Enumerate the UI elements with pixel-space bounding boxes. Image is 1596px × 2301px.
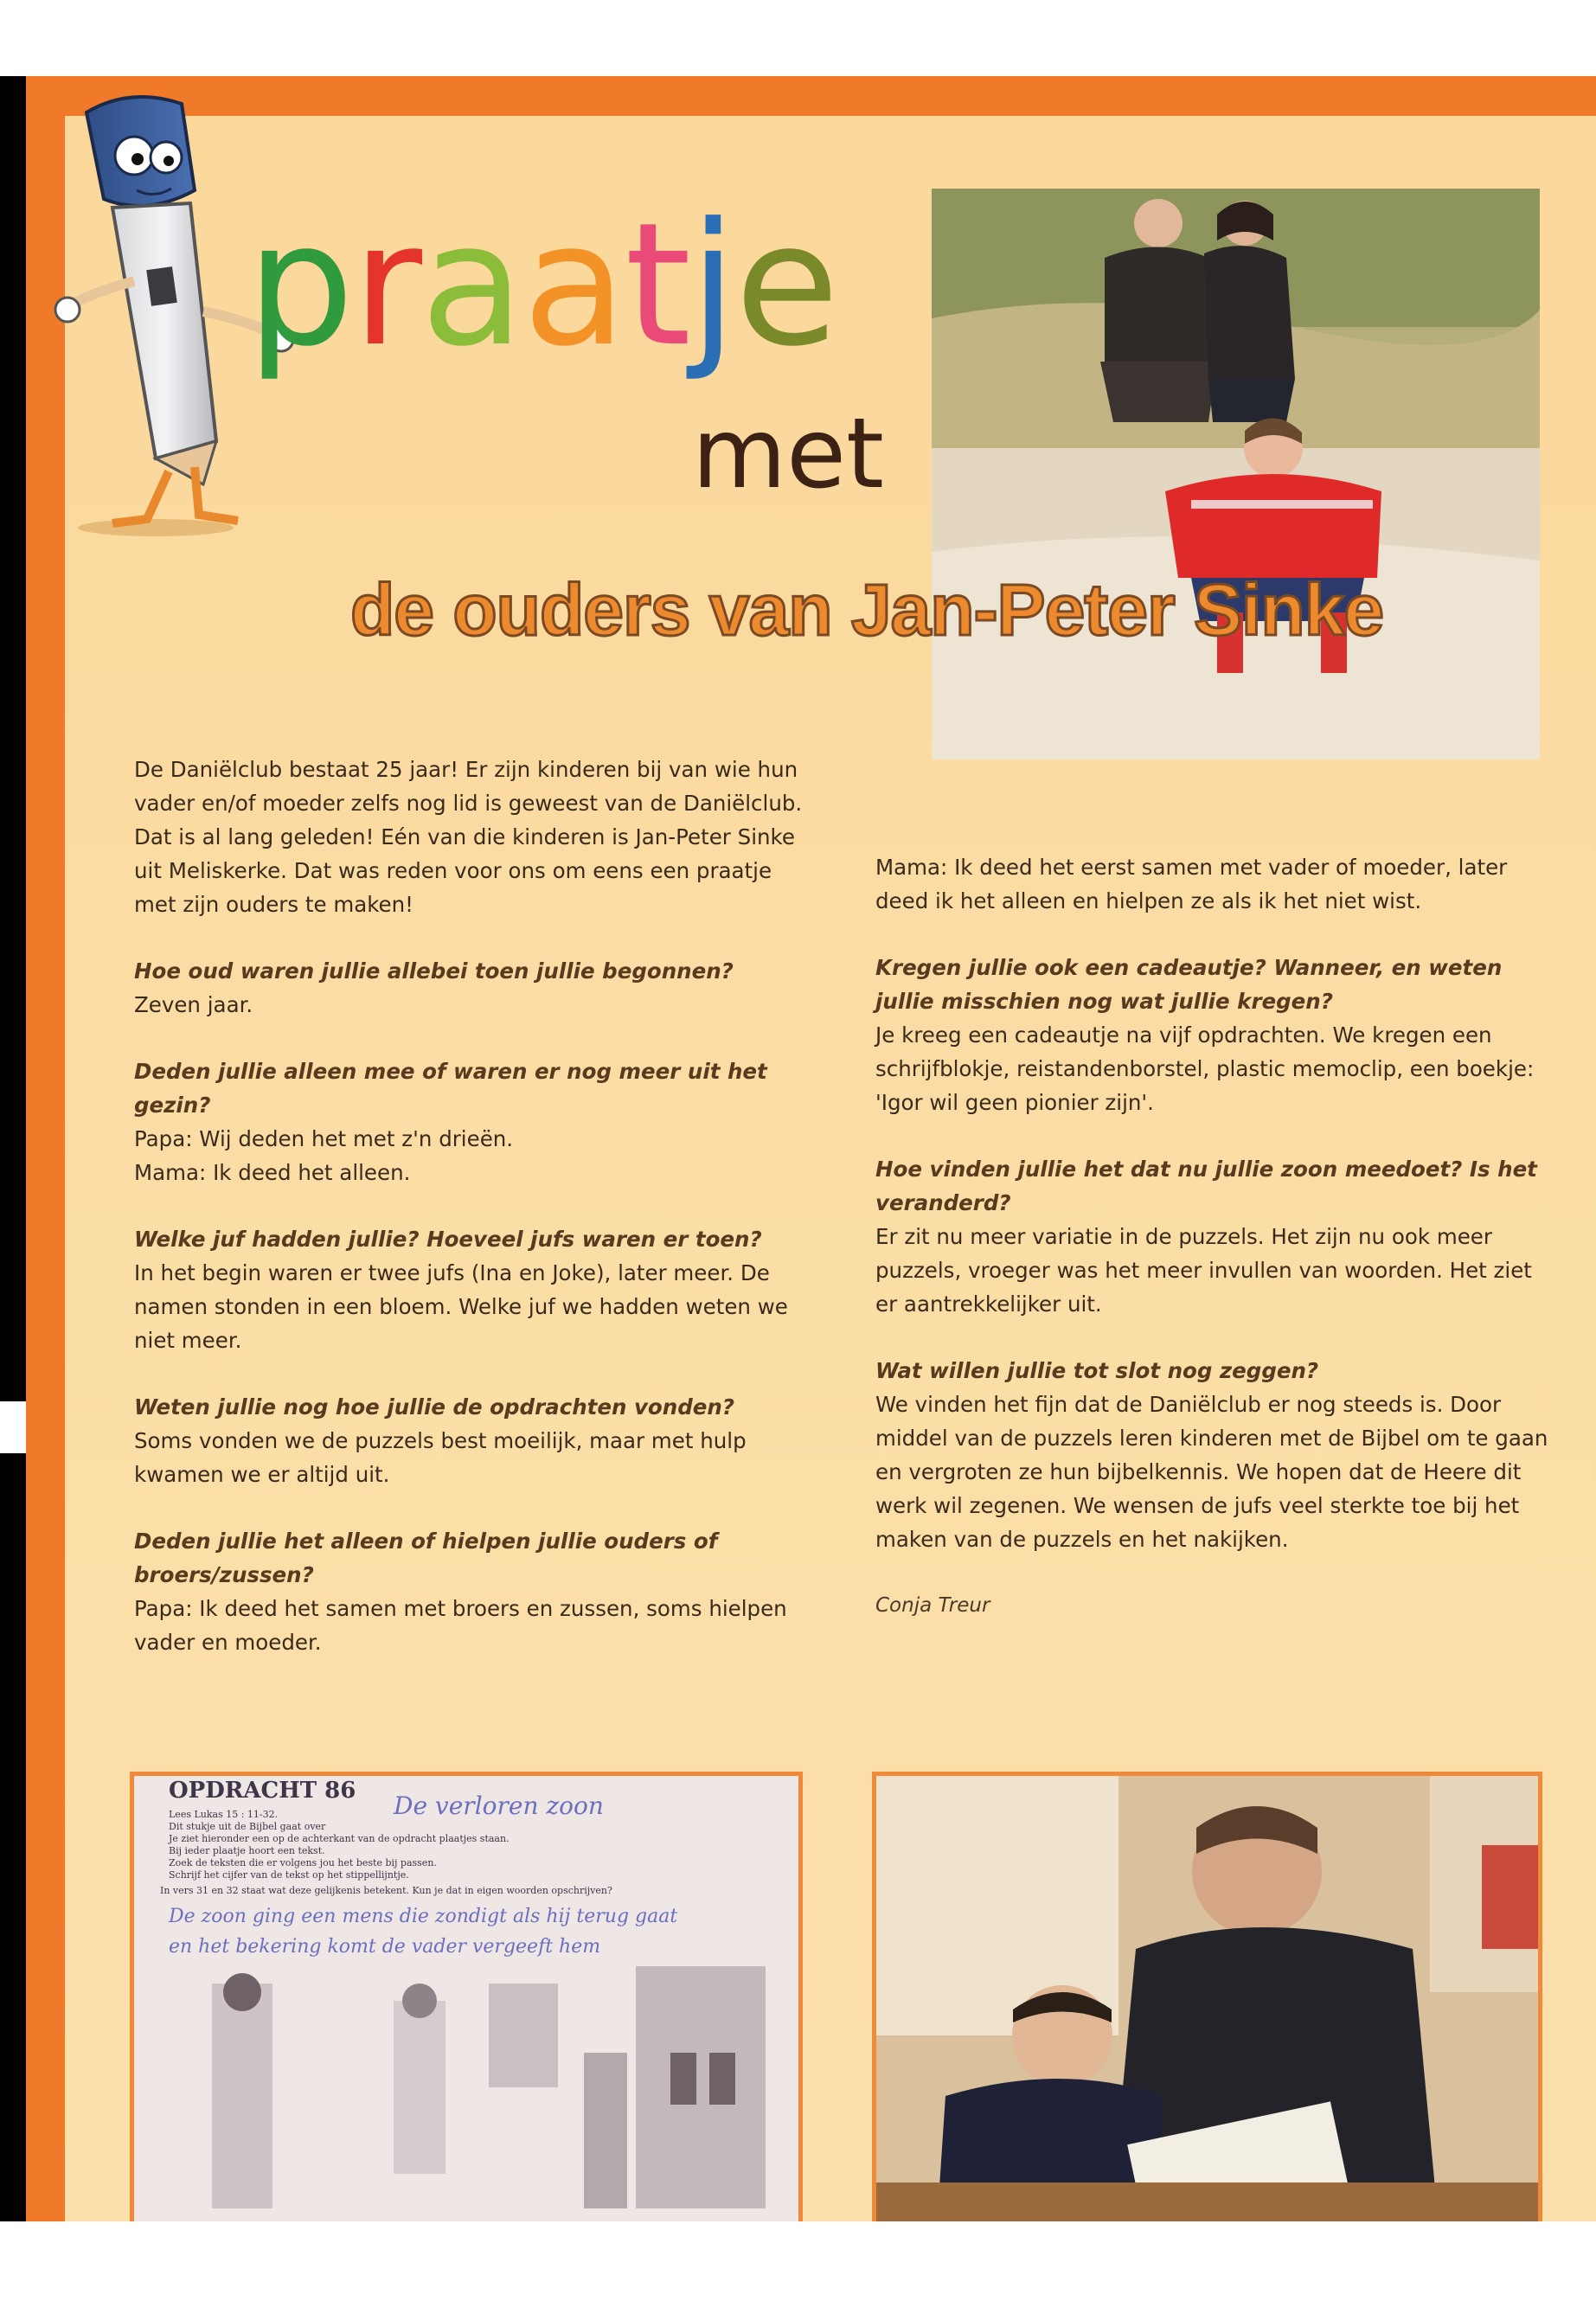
answer: Mama: Ik deed het eerst samen met vader of moeder, later deed ik het alleen en hielpen ze als ik het niet wist. (875, 855, 1508, 913)
opdracht-line: Zoek de teksten die er volgens jou het beste bij passen. (169, 1857, 437, 1868)
intro-paragraph: De Daniëlclub bestaat 25 jaar! Er zijn kinderen bij van wie hun vader en/of moeder zelfs nog lid is geweest van de Daniëlclub. Dat is al lang geleden! Eén van die kinderen is Jan-Peter Sinke uit Meliskerke. Dat was reden voor ons om eens een praatje met zijn ouders te maken! (134, 757, 803, 917)
answer: We vinden het fijn dat de Daniëlclub er nog steeds is. Door middel van de puzzels leren kinderen met de Bijbel om te gaan en vergroten ze hun bijbelkennis. We hopen dat de Heere dit werk wil zegenen. We wensen de jufs veel sterkte toe bij het maken van de puzzels en het nakijken. (875, 1392, 1548, 1552)
answer: Papa: Ik deed het samen met broers en zussen, soms hielpen vader en moeder. (134, 1596, 787, 1655)
qa-block (875, 850, 1559, 918)
photo-family-in-dunes (932, 189, 1540, 760)
author-signature: Conja Treur (875, 1594, 990, 1617)
title-letter: j (689, 187, 735, 384)
opdracht-title: OPDRACHT 86 (169, 1778, 356, 1804)
title-letter: a (522, 187, 625, 384)
answer: Je kreeg een cadeautje na vijf opdrachten. We kregen een schrijfblokje, reistandenborstel, plastic memoclip, een boekje: 'Igor wil geen pionier zijn'. (875, 1022, 1535, 1115)
article-right-column (875, 850, 1559, 1656)
title-letter: e (734, 187, 838, 384)
question: Deden jullie alleen mee of waren er nog meer uit het gezin? (134, 1059, 767, 1118)
opdracht-line: Dit stukje uit de Bijbel gaat over (169, 1821, 326, 1832)
qa-block (875, 1152, 1559, 1321)
question: Kregen jullie ook een cadeautje? Wanneer, en weten jullie misschien nog wat jullie kregen? (875, 955, 1503, 1014)
subtitle-ouders: de ouders van Jan-Peter Sinke (350, 569, 1384, 651)
opdracht-line: Je ziet hieronder een op de achterkant van de opdracht plaatjes staan. (169, 1833, 510, 1844)
scan-edge-left (0, 76, 26, 2221)
photo-family-illustration (932, 189, 1540, 760)
answer: Mama: Ik deed het alleen. (134, 1160, 411, 1185)
title-letter: p (247, 187, 353, 384)
answer: Er zit nu meer variatie in de puzzels. Het zijn nu ook meer puzzels, vroeger was het meer invullen van woorden. Het ziet er aantrekkelijker uit. (875, 1224, 1532, 1317)
question: Hoe oud waren jullie allebei toen jullie begonnen? (134, 958, 734, 984)
title-letter: t (625, 187, 690, 384)
question: Wat willen jullie tot slot nog zeggen? (875, 1358, 1319, 1383)
title-met: met (692, 398, 884, 510)
opdracht-illustrations (134, 1966, 798, 2221)
question: Weten jullie nog hoe jullie de opdrachten vonden? (134, 1394, 735, 1420)
qa-block (875, 951, 1559, 1119)
page-top-margin (0, 0, 1596, 76)
question: Welke juf hadden jullie? Hoeveel jufs waren er toen? (134, 1227, 762, 1252)
opdracht-line: In vers 31 en 32 staat wat deze gelijkenis betekent. Kun je dat in eigen woorden opschrijven? (160, 1885, 612, 1896)
qa-block (875, 1354, 1559, 1556)
answer: In het begin waren er twee jufs (Ina en Joke), later meer. De namen stonden in een bloem. Welke juf we hadden weten we niet meer. (134, 1260, 788, 1353)
handwriting-answer: De zoon ging een mens die zondigt als hij terug gaat (169, 1906, 678, 1927)
title-letter: r (352, 187, 421, 384)
opdracht-line: Schrijf het cijfer van de tekst op het stippellijntje. (169, 1869, 409, 1881)
qa-block (134, 1054, 817, 1189)
handwriting-answer: en het bekering komt de vader vergeeft hem (169, 1936, 601, 1958)
qa-block (134, 1390, 817, 1491)
answer: Papa: Wij deden het met z'n drieën. (134, 1126, 514, 1151)
answer: Soms vonden we de puzzels best moeilijk, maar met hulp kwamen we er altijd uit. (134, 1428, 747, 1487)
photo-opdracht-sheet (130, 1772, 803, 2221)
opdracht-line: Lees Lukas 15 : 11-32. (169, 1809, 279, 1820)
article-left-column (134, 753, 817, 1692)
scan-edge-gap (0, 1401, 26, 1453)
question: Deden jullie het alleen of hielpen jullie ouders of broers/zussen? (134, 1529, 718, 1587)
page-bottom-margin (0, 2221, 1596, 2301)
left-qa-list (134, 954, 817, 1659)
right-qa-list (875, 850, 1559, 1556)
question: Hoe vinden jullie het dat nu jullie zoon meedoet? Is het veranderd? (875, 1157, 1537, 1215)
opdracht-line: Bij ieder plaatje hoort een tekst. (169, 1845, 325, 1856)
qa-block (134, 954, 817, 1022)
qa-block (134, 1524, 817, 1659)
answer: Zeven jaar. (134, 992, 253, 1017)
photo-reading-illustration (876, 1776, 1538, 2221)
title-praatje (247, 187, 838, 384)
handwriting-answer: De verloren zoon (394, 1791, 604, 1820)
qa-block (134, 1222, 817, 1357)
title-letter: a (420, 187, 523, 384)
photo-father-son-reading (872, 1772, 1542, 2221)
